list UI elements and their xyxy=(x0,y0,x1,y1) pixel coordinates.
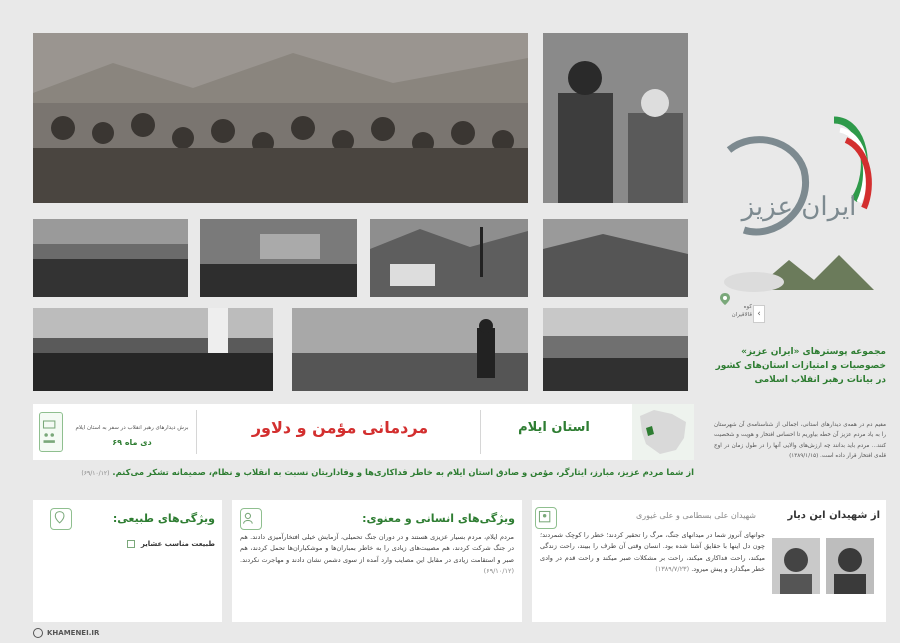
sidebar-quote: مقیم دم در همه‌ی دیدارهای استانی، اجمالی از شناسنامه‌ی آن شهرستان را به یاد مردم عزیز آن خطه بیاوریم تا احساس افتخار و هویت و شخصیت کنند... مردم باید بدانند چه ارزش‌های والایی آنها را در طول زمان در اوج قله‌ی افتخار قرار داده است. (۱۳۸۹/۱/۱۵) xyxy=(714,422,886,460)
chevron-left-icon[interactable]: ‹ xyxy=(753,305,765,323)
martyrs-text xyxy=(540,530,765,576)
human-text-date: (۶۹/۱۰/۱۲) xyxy=(483,567,514,576)
series-logo xyxy=(714,110,884,325)
series-title-line1: مجموعه پوسترهای «ایران عزیز» xyxy=(741,347,886,357)
human-text xyxy=(240,532,514,578)
photo-stage-crowd xyxy=(543,308,688,391)
divider xyxy=(196,410,197,454)
natural-item xyxy=(90,540,215,548)
martyr-photo-2 xyxy=(772,538,820,594)
site-logo-icon xyxy=(33,628,43,638)
series-title-line2: خصوصیات و امتیازات استان‌های کشور xyxy=(715,360,886,371)
photo-hall-crowd xyxy=(33,308,273,391)
main-quote xyxy=(33,467,694,477)
logo-text: ایران عزیز xyxy=(741,192,857,222)
divider xyxy=(480,410,481,454)
province-headline: مردمانی مؤمن و دلاور xyxy=(251,418,429,437)
people-icon xyxy=(240,508,262,530)
location-icon xyxy=(50,508,72,530)
human-title: ویژگی‌های انسانی و معنوی: xyxy=(362,512,515,525)
check-icon xyxy=(127,540,135,548)
martyr-photo-1 xyxy=(826,538,874,594)
photo-gathering-2 xyxy=(200,219,357,297)
martyrs-names: شهیدان علی بسطامی و علی غیوری xyxy=(635,511,756,520)
martyr-frame-icon xyxy=(535,507,557,529)
visit-date: دی ماه ۶۹ xyxy=(112,438,152,447)
photo-gathering-1 xyxy=(33,219,188,297)
iran-map-icon xyxy=(632,404,694,460)
martyrs-text-date: (۱۳۸۹/۷/۲۳) xyxy=(655,565,690,574)
main-quote-date: (۶۹/۱۰/۱۲) xyxy=(81,470,110,477)
martyrs-section-title: از شهیدان این دیار xyxy=(787,510,880,521)
site-name: KHAMENEI.IR xyxy=(47,629,100,637)
location-pin-icon xyxy=(720,290,730,302)
series-title-line3: در بیانات رهبر انقلاب اسلامی xyxy=(754,374,886,385)
natural-item-text: طبیعت مناسب عشایر xyxy=(140,540,215,548)
photo-valley-crowd xyxy=(543,219,688,297)
photo-leader-elder xyxy=(543,33,688,203)
human-text-body: مردم ایلام، مردم بسیار عزیزی هستند و در دوران جنگ تحمیلی، آزمایش خیلی افتخارآمیزی دادند. هم در جنگ شرکت کردند، هم مصیبت‌های زیادی را به خاطر بمباران‌ها و موشکباران‌ها تحمل کردند، هم صبر و استقامت زیادی در مقابل این مصایب وارد آمده از سوی دشمن نشان دادند و مهاجرت نکردند. xyxy=(240,533,514,564)
series-title xyxy=(714,346,886,388)
martyrs-text-body: جوانهای آنروز شما در میدانهای جنگ، مرگ را تحقیر کردند؛ خطر را کوچک شمردند؛ چون دل اینها با حقایق آشنا شده بود. انسان وقتی آن طرف را ببیند، راحت زندگی میکند، راحت فداکاری میکند، راحت بر مشکلات صبر میکند و راحت قدم در وادی خطر میگذارد و پیش میرود. xyxy=(540,531,765,574)
photo-car-flag xyxy=(370,219,528,297)
visit-label: برش دیدارهای رهبر انقلاب در سفر به استان ایلام xyxy=(75,425,189,431)
photo-leader-rally xyxy=(292,308,528,391)
province-name: استان ایلام xyxy=(518,420,590,435)
footer-logo[interactable] xyxy=(33,627,99,639)
main-quote-text: از شما مردم عزیز، مبارز، ایثارگر، مؤمن و صادق استان ایلام به خاطر فداکاری‌ها و وفاداریتان نسبت به انقلاب و نظام، صمیمانه تشکر می‌کنم. xyxy=(112,467,694,477)
natural-title: ویژگی‌های طبیعی: xyxy=(112,512,215,525)
calendar-icon xyxy=(39,412,63,452)
photo-crowd-main xyxy=(33,33,528,203)
location-label: کوه قالاقیران xyxy=(731,304,752,319)
